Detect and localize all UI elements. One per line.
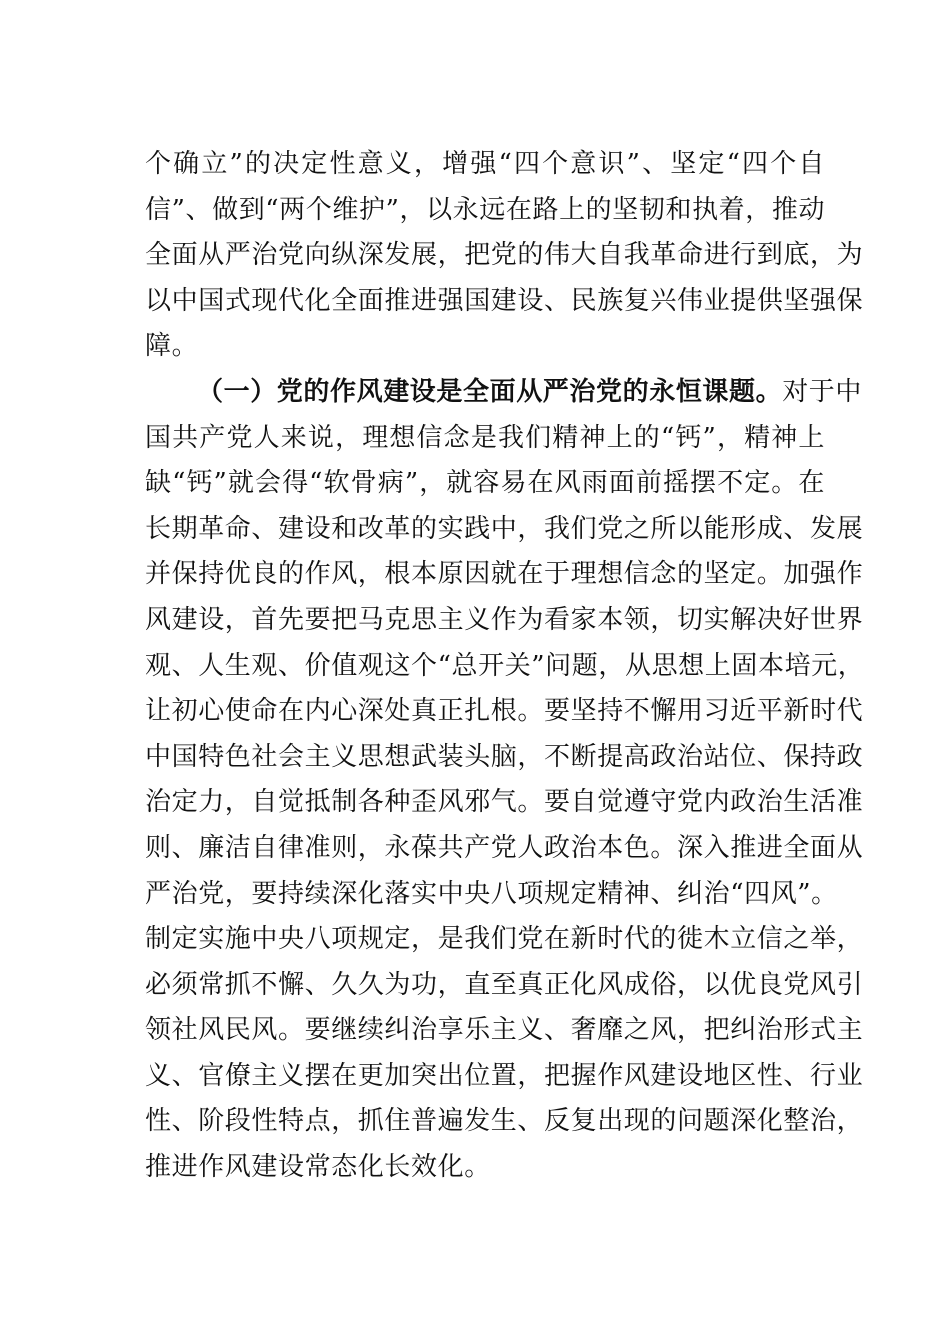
text-line: 信”、做到“两个维护”，以永远在路上的坚韧和执着，推动 xyxy=(145,194,826,225)
text-line: 中国特色社会主义思想武装头脑，不断提高政治站位、保持政 xyxy=(145,741,864,772)
text-line: 必须常抓不懈、久久为功，直至真正化风成俗，以优良党风引 xyxy=(145,969,864,1000)
text-line: 障。 xyxy=(145,331,199,362)
text-line: 风建设，首先要把马克思主义作为看家本领，切实解决好世界 xyxy=(145,604,864,635)
text-line: 制定实施中央八项规定，是我们党在新时代的徙木立信之举， xyxy=(145,924,864,955)
paragraph-2 xyxy=(145,370,865,1191)
text-line: 并保持优良的作风，根本原因就在于理想信念的坚定。加强作 xyxy=(145,559,864,590)
text-line: 国共产党人来说，理想信念是我们精神上的“钙”，精神上 xyxy=(145,422,825,453)
text-run: 对于中 xyxy=(782,376,863,407)
text-line: 则、廉洁自律准则，永葆共产党人政治本色。深入推进全面从 xyxy=(145,832,864,863)
paragraph-1 xyxy=(145,142,864,370)
document-body xyxy=(145,142,865,1191)
text-line xyxy=(145,370,863,416)
text-line: 让初心使命在内心深处真正扎根。要坚持不懈用习近平新时代 xyxy=(145,696,864,727)
text-line: 个确立”的决定性意义，增强“四个意识”、坚定“四个自 xyxy=(145,149,825,179)
text-line: 以中国式现代化全面推进强国建设、民族复兴伟业提供坚强保 xyxy=(145,285,864,316)
text-line: 缺“钙”就会得“软骨病”，就容易在风雨面前摇摆不定。在 xyxy=(145,468,825,499)
text-line: 领社风民风。要继续纠治享乐主义、奢靡之风，把纠治形式主 xyxy=(145,1015,864,1046)
text-line: 长期革命、建设和改革的实践中，我们党之所以能形成、发展 xyxy=(145,513,864,544)
text-line: 治定力，自觉抵制各种歪风邪气。要自觉遵守党内政治生活准 xyxy=(145,787,864,818)
text-line: 严治党，要持续深化落实中央八项规定精神、纠治“四风”。 xyxy=(145,878,838,909)
text-line: 义、官僚主义摆在更加突出位置，把握作风建设地区性、行业 xyxy=(145,1060,864,1091)
section-heading: （一）党的作风建设是全面从严治党的永恒课题。 xyxy=(197,376,783,407)
text-line: 观、人生观、价值观这个“总开关”问题，从思想上固本培元， xyxy=(145,650,865,681)
text-line: 推进作风建设常态化长效化。 xyxy=(145,1152,491,1183)
text-line: 全面从严治党向纵深发展，把党的伟大自我革命进行到底，为 xyxy=(145,240,864,271)
text-line: 性、阶段性特点，抓住普遍发生、反复出现的问题深化整治， xyxy=(145,1106,864,1137)
